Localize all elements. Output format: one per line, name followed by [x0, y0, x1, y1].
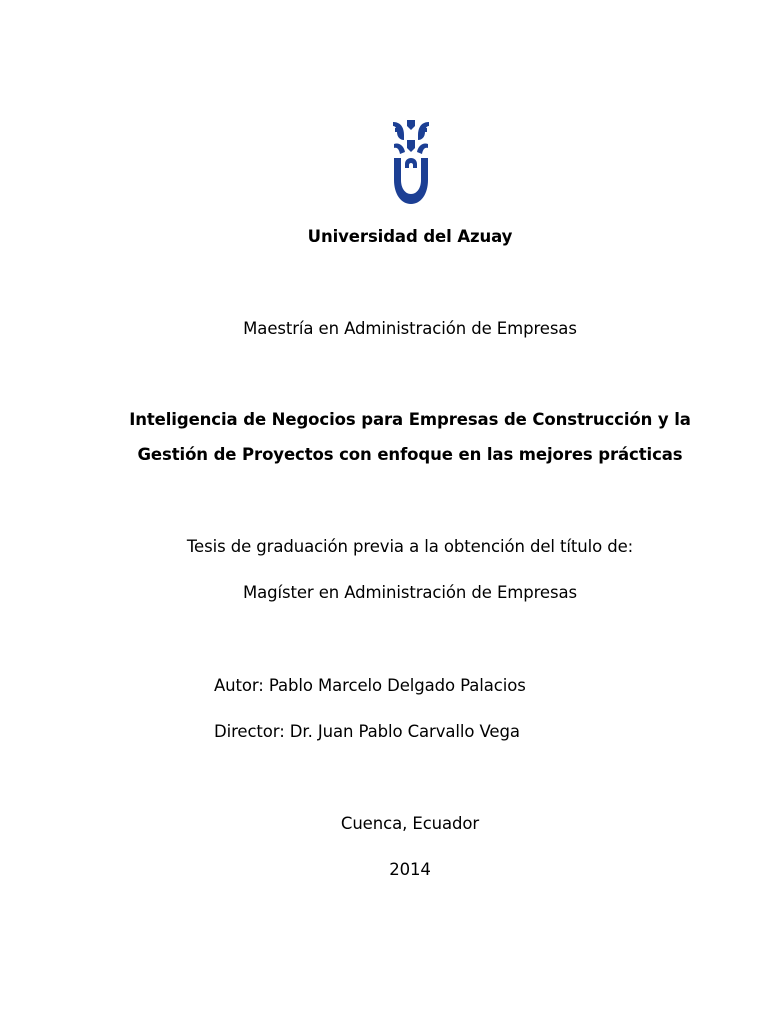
thesis-title-line-2: Gestión de Proyectos con enfoque en las mejores prácticas: [137, 445, 683, 464]
thesis-purpose-line-1: Tesis de graduación previa a la obtención del título de:: [186, 537, 634, 556]
university-name: Universidad del Azuay: [307, 227, 513, 246]
university-logo-icon: [391, 118, 431, 206]
thesis-purpose-line-2: Magíster en Administración de Empresas: [242, 583, 577, 602]
director-line: Director: Dr. Juan Pablo Carvallo Vega: [214, 722, 520, 741]
city-line: Cuenca, Ecuador: [340, 814, 480, 833]
program-name: Maestría en Administración de Empresas: [243, 319, 577, 338]
year-line: 2014: [389, 860, 431, 879]
thesis-title-line-1: Inteligencia de Negocios para Empresas de Construcción y la: [129, 410, 691, 429]
author-line: Autor: Pablo Marcelo Delgado Palacios: [214, 676, 526, 695]
